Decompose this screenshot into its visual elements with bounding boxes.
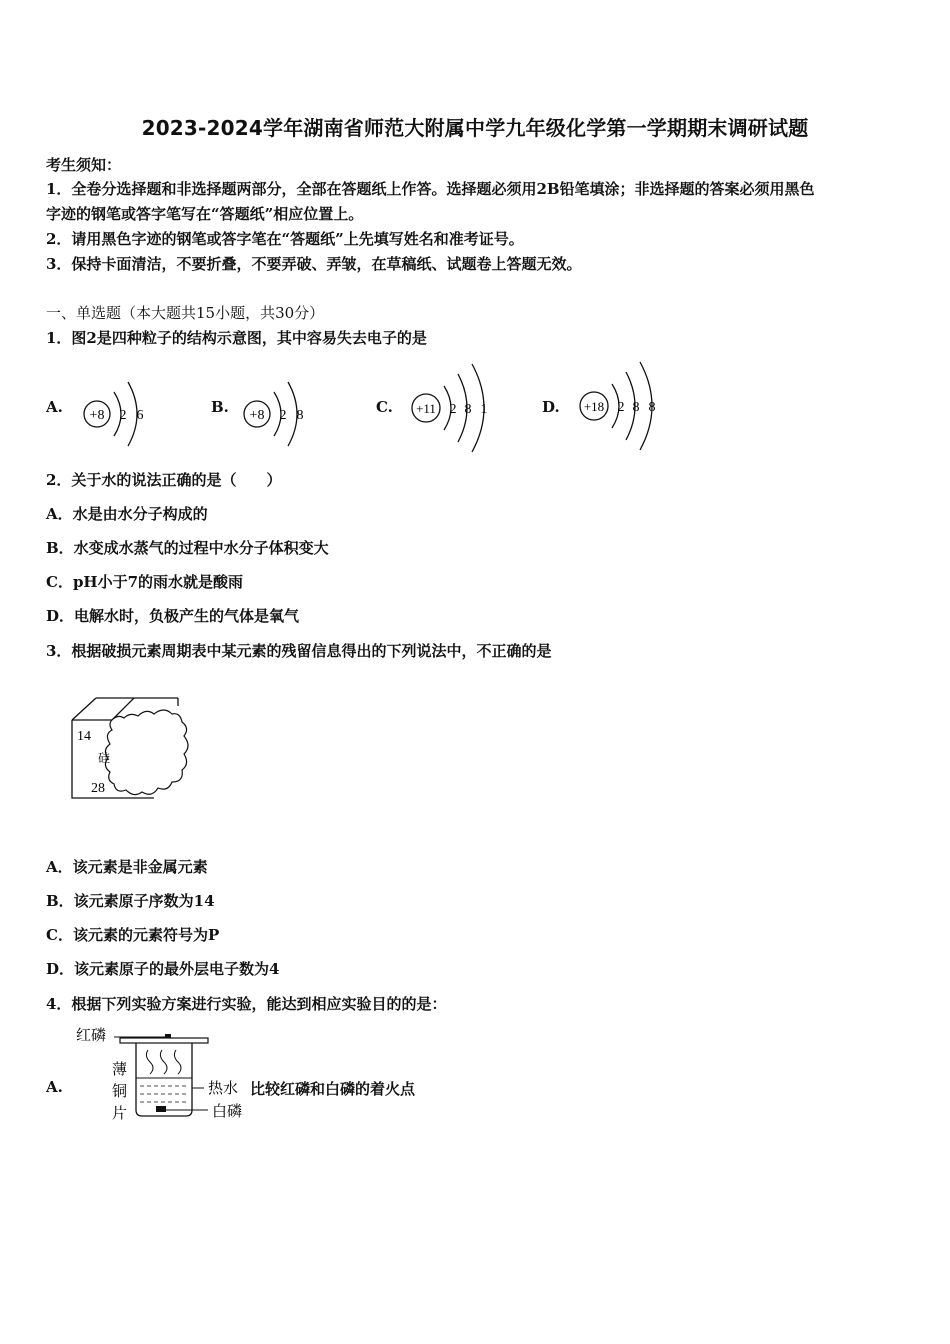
- tile-atomic-mass: 28: [91, 781, 105, 796]
- q2-option-c: C．pH小于7的雨水就是酸雨: [46, 573, 244, 591]
- notice-heading: 考生须知：: [46, 156, 122, 174]
- q3-option-d: D．该元素原子的最外层电子数为4: [46, 960, 280, 978]
- beaker: [136, 1043, 192, 1116]
- q1-option-d-label: D.: [542, 398, 560, 416]
- notice-line-1a: 1．全卷分选择题和非选择题两部分，全部在答题纸上作答。选择题必须用2B铅笔填涂；非选择题的答案必须用黑色: [46, 180, 815, 198]
- q4-phosphorus-experiment-figure: [72, 1020, 252, 1126]
- q1-option-b-label: B.: [211, 398, 229, 416]
- nucleus-charge: +8: [89, 408, 105, 423]
- notice-line-1b: 字迹的钢笔或答字笔写在“答题纸”相应位置上。: [46, 205, 364, 223]
- page-title: 2023-2024学年湖南省师范大附属中学九年级化学第一学期期末调研试题: [141, 116, 809, 140]
- shell-electrons: 2: [279, 408, 287, 423]
- shell-electrons: 2: [119, 408, 127, 423]
- q3-stem: 3．根据破损元素周期表中某元素的残留信息得出的下列说法中，不正确的是: [46, 642, 552, 660]
- q3-option-a: A．该元素是非金属元素: [46, 858, 208, 876]
- steam-wisp: [174, 1050, 181, 1074]
- q1-stem: 1．图2是四种粒子的结构示意图，其中容易失去电子的是: [46, 329, 427, 347]
- shell-electrons: 2: [617, 400, 625, 415]
- q1-option-d-diagram: [574, 360, 670, 452]
- q4-option-a-label: A.: [46, 1078, 63, 1096]
- q2-stem: 2．关于水的说法正确的是（ ）: [46, 471, 282, 489]
- q2-option-a: A．水是由水分子构成的: [46, 505, 208, 523]
- copper-label-3: 片: [112, 1106, 128, 1122]
- white-phosphorus-pellet: [156, 1106, 166, 1112]
- q1-option-a-diagram: [78, 376, 158, 452]
- q1-option-a-label: A.: [46, 398, 63, 416]
- hot-water-label: 热水: [208, 1081, 239, 1097]
- tile-element-char: 硅: [98, 751, 111, 765]
- steam-wisp: [146, 1050, 153, 1074]
- q3-option-b: B．该元素原子序数为14: [46, 892, 215, 910]
- shell-electrons: 8: [464, 402, 472, 417]
- copper-label-2: 铜: [112, 1084, 128, 1100]
- shell-electrons: 1: [480, 402, 488, 417]
- q3-option-c: C．该元素的元素符号为P: [46, 926, 220, 944]
- notice-line-3: 3．保持卡面清洁，不要折叠，不要弄破、弄皱，在草稿纸、试题卷上答题无效。: [46, 255, 582, 273]
- q1-option-c-label: C.: [376, 398, 393, 416]
- q4-option-a-text: 比较红磷和白磷的着火点: [250, 1080, 416, 1098]
- shell-electrons: 8: [648, 400, 656, 415]
- notice-line-2: 2．请用黑色字迹的钢笔或答字笔在“答题纸”上先填写姓名和准考证号。: [46, 230, 524, 248]
- tile-atomic-number: 14: [77, 729, 91, 744]
- copper-plate: [120, 1038, 208, 1043]
- q2-option-d: D．电解水时，负极产生的气体是氧气: [46, 607, 300, 625]
- tile-top-edge: [72, 698, 96, 720]
- q1-option-c-diagram: [406, 362, 502, 454]
- white-phosphorus-label: 白磷: [212, 1104, 243, 1120]
- steam-wisp: [160, 1050, 167, 1074]
- shell-electrons: 8: [296, 408, 304, 423]
- red-phosphorus-pellet: [165, 1034, 171, 1038]
- q3-element-tile-figure: [66, 694, 192, 804]
- red-phosphorus-label: 红磷: [76, 1028, 107, 1044]
- q2-option-b: B．水变成水蒸气的过程中水分子体积变大: [46, 539, 329, 557]
- torn-cloud-edge: [105, 710, 188, 795]
- section-heading: 一、单选题（本大题共15小题，共30分）: [46, 304, 325, 322]
- copper-label-1: 薄: [112, 1062, 128, 1078]
- nucleus-charge: +18: [583, 399, 605, 414]
- nucleus-charge: +11: [416, 401, 436, 416]
- nucleus-charge: +8: [249, 408, 265, 423]
- shell-electrons: 2: [449, 402, 457, 417]
- shell-electrons: 6: [136, 408, 144, 423]
- q1-option-b-diagram: [238, 376, 318, 452]
- q4-stem: 4．根据下列实验方案进行实验，能达到相应实验目的的是：: [46, 995, 447, 1013]
- shell-electrons: 8: [632, 400, 640, 415]
